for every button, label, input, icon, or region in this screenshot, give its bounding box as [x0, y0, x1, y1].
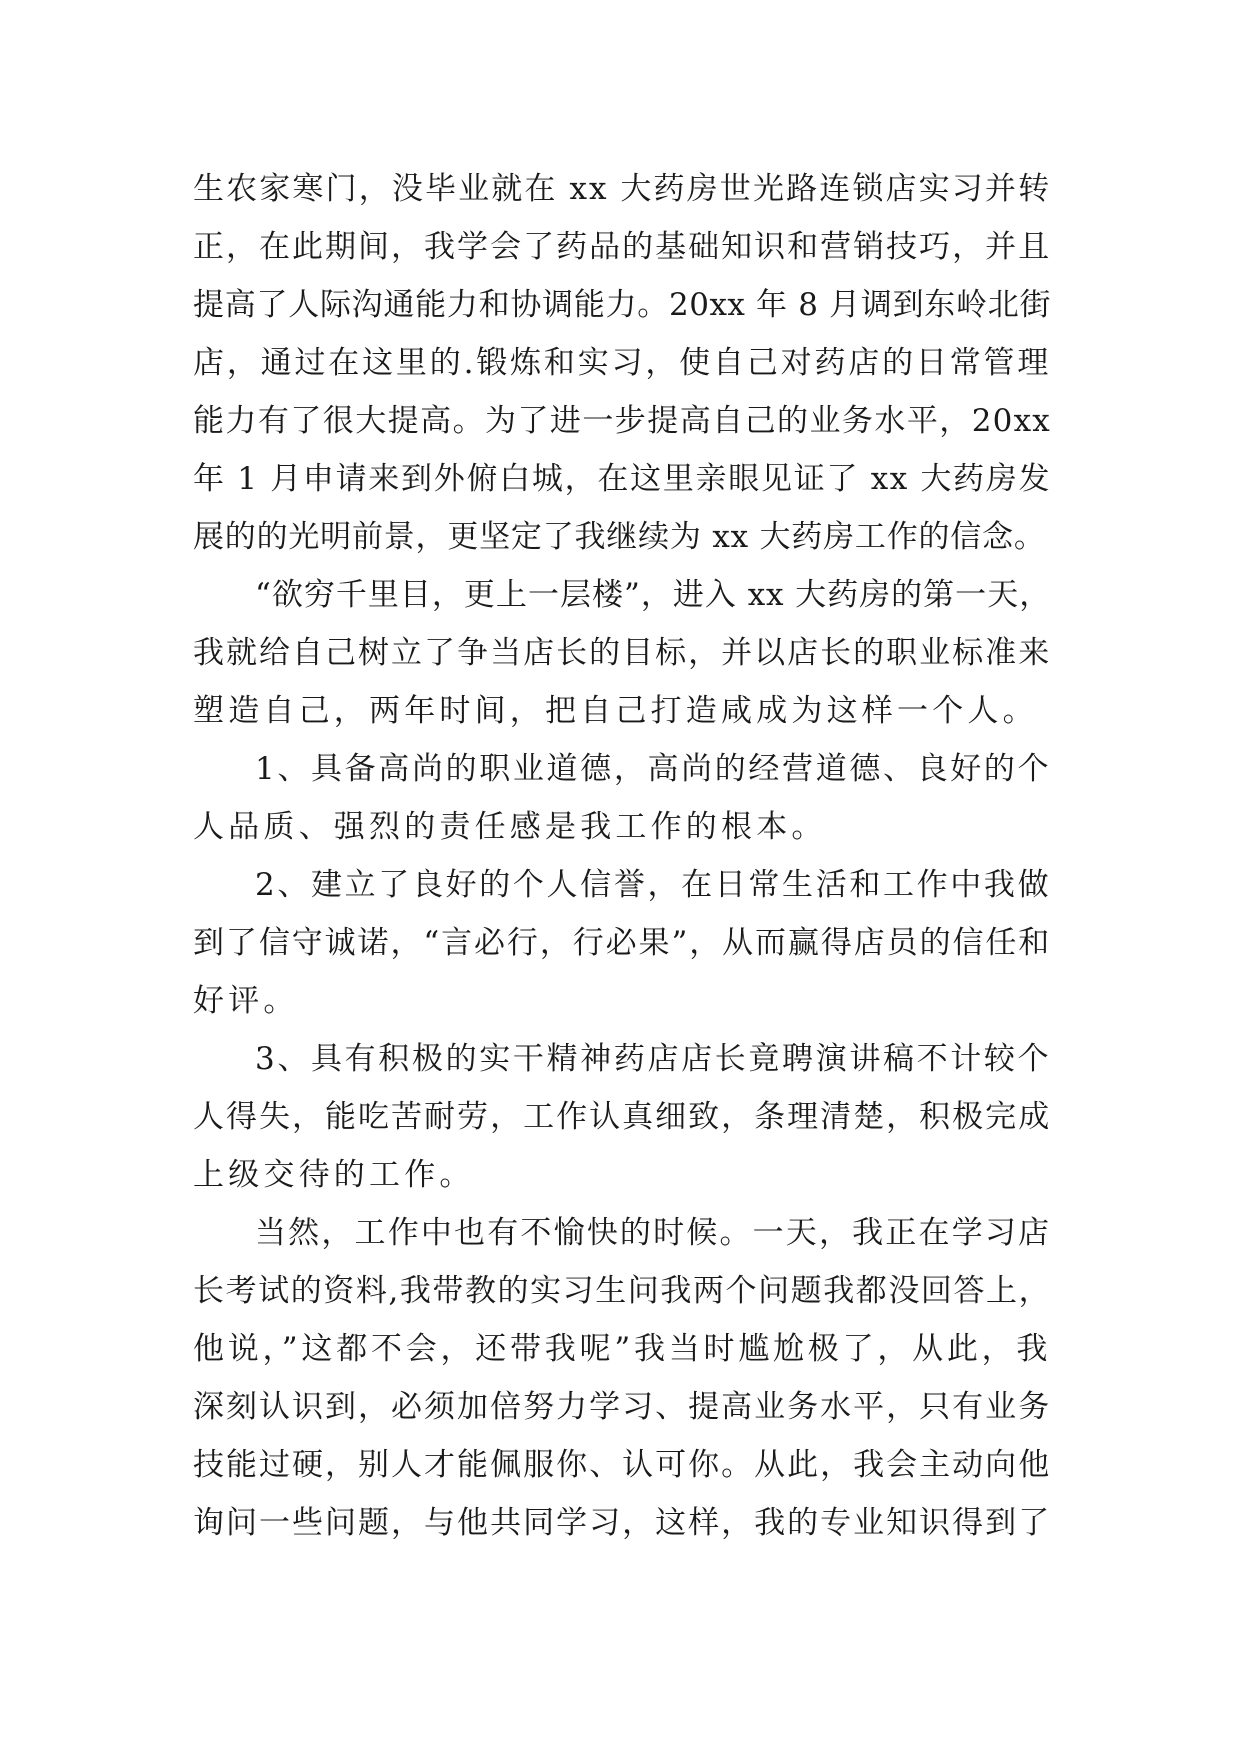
- paragraph-2: [193, 566, 1051, 740]
- text-line: 2、建立了良好的个人信誉，在日常生活和工作中我做: [255, 867, 1051, 903]
- text-line: 好评。: [193, 983, 299, 1019]
- text-line: 塑造自己，两年时间，把自己打造咸成为这样一个人。: [193, 693, 1038, 729]
- text-line: 生农家寒门，没毕业就在 xx 大药房世光路连锁店实习并转: [193, 171, 1051, 207]
- text-line: 询问一些问题，与他共同学习，这样，我的专业知识得到了: [193, 1505, 1051, 1541]
- text-line: 能力有了很大提高。为了进一步提高自己的业务水平，20xx: [193, 403, 1051, 439]
- text-line: 店，通过在这里的.锻炼和实习，使自己对药店的日常管理: [193, 345, 1051, 381]
- text-line: 长考试的资料,我带教的实习生问我两个问题我都没回答上，: [193, 1273, 1051, 1309]
- text-line: 当然，工作中也有不愉快的时候。一天，我正在学习店: [255, 1215, 1051, 1251]
- text-line: 展的的光明前景，更坚定了我继续为 xx 大药房工作的信念。: [193, 519, 1046, 555]
- text-line: 正，在此期间，我学会了药品的基础知识和营销技巧，并且: [193, 229, 1051, 265]
- text-line: 深刻认识到，必须加倍努力学习、提高业务水平，只有业务: [193, 1389, 1051, 1425]
- text-line: 年 1 月申请来到外俯白城，在这里亲眼见证了 xx 大药房发: [193, 461, 1051, 497]
- text-line: 我就给自己树立了争当店长的目标，并以店长的职业标准来: [193, 635, 1051, 671]
- text-line: 技能过硬，别人才能佩服你、认可你。从此，我会主动向他: [193, 1447, 1051, 1483]
- text-line: “欲穷千里目，更上一层楼”，进入 xx 大药房的第一天，: [255, 577, 1051, 613]
- text-line: 人品质、强烈的责任感是我工作的根本。: [193, 809, 827, 845]
- text-line: 到了信守诚诺，“言必行，行必果”，从而赢得店员的信任和: [193, 925, 1051, 961]
- paragraph-4: [193, 856, 1051, 1030]
- paragraph-5: [193, 1030, 1051, 1204]
- text-line: 人得失，能吃苦耐劳，工作认真细致，条理清楚，积极完成: [193, 1099, 1051, 1135]
- text-line: 提高了人际沟通能力和协调能力。20xx 年 8 月调到东岭北街: [193, 287, 1051, 323]
- text-line: 他说，”这都不会，还带我呢”我当时尴尬极了，从此，我: [193, 1331, 1051, 1367]
- text-line: 上级交待的工作。: [193, 1157, 475, 1193]
- text-line: 3、具有积极的实干精神药店店长竟聘演讲稿不计较个: [255, 1041, 1051, 1077]
- document-body: [193, 160, 1051, 1552]
- paragraph-6: [193, 1204, 1051, 1552]
- text-line: 1、具备高尚的职业道德，高尚的经营道德、良好的个: [255, 751, 1051, 787]
- paragraph-3: [193, 740, 1051, 856]
- paragraph-1: [193, 160, 1051, 566]
